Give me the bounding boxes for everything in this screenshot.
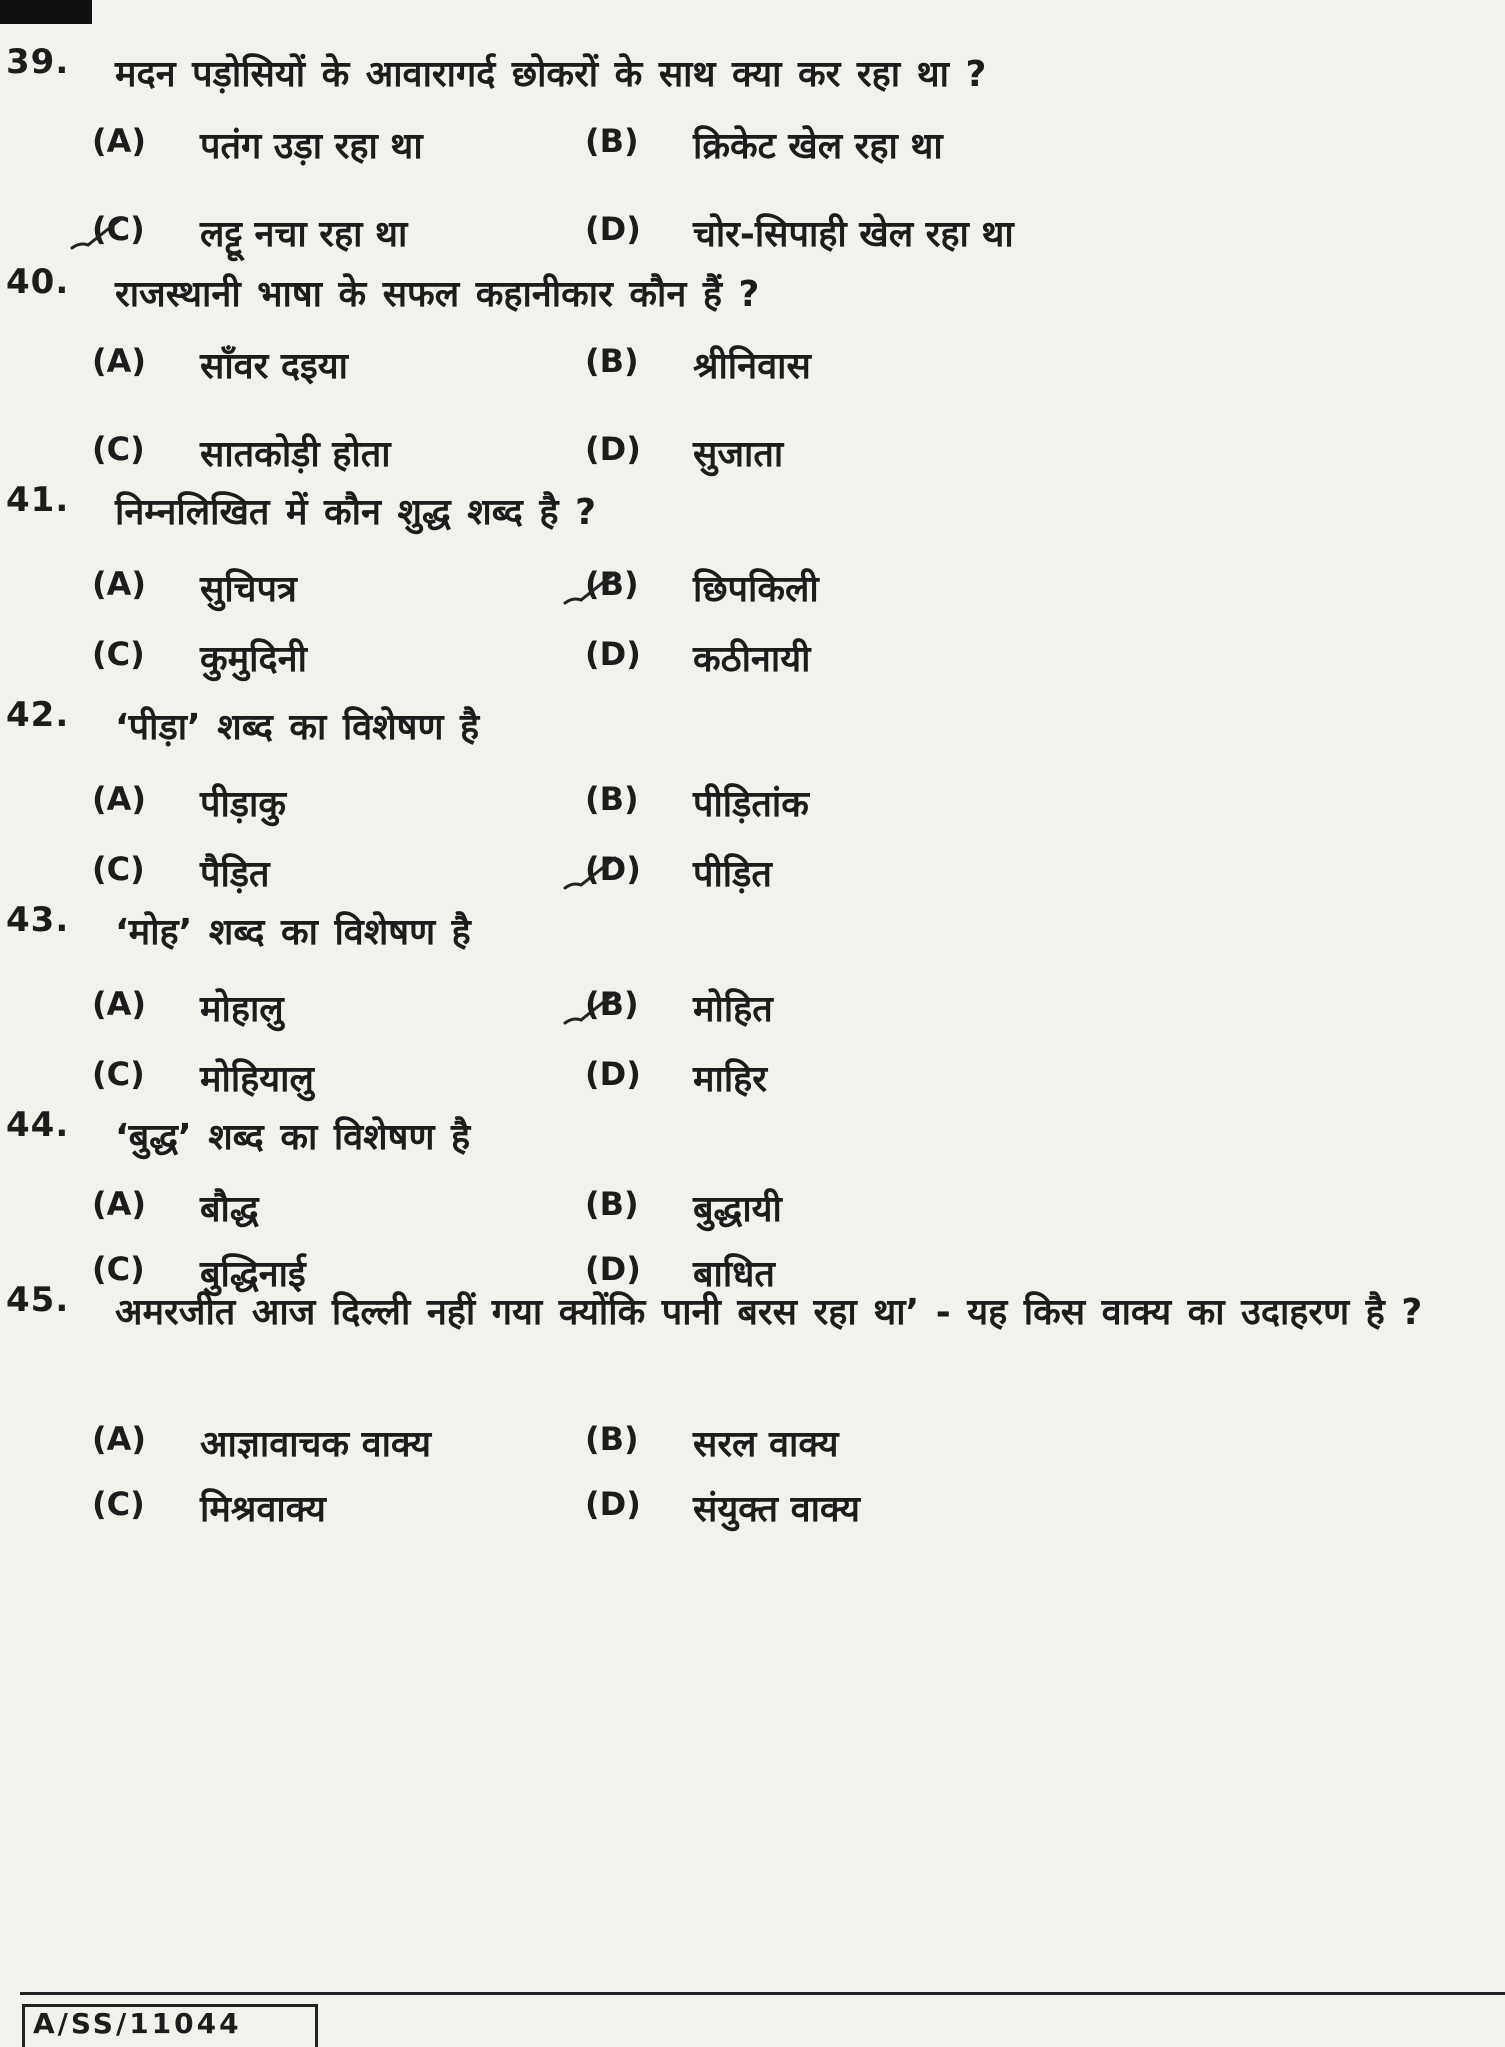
option-label: (B) (585, 1420, 639, 1458)
option-label: (B) (585, 1185, 639, 1223)
question-text: अमरजीत आज दिल्ली नहीं गया क्योंकि पानी बरस रहा था’ - यह किस वाक्य का उदाहरण है ? (115, 1292, 1423, 1333)
option-label: (D) (585, 635, 641, 673)
question-number: 41. (6, 480, 70, 520)
option-label: (C) (92, 635, 145, 673)
option-label: (C) (92, 850, 145, 888)
option-label: (C) (92, 1250, 145, 1288)
question-text: ‘पीड़ा’ शब्द का विशेषण है (115, 707, 480, 748)
option-text: मिश्रवाक्य (200, 1489, 326, 1530)
option-label: (D) (585, 850, 641, 888)
option-text: सातकोड़ी होता (200, 434, 391, 475)
option-label: (A) (92, 985, 147, 1023)
question-text: निम्नलिखित में कौन शुद्ध शब्द है ? (115, 492, 596, 533)
option-text: मोहित (693, 989, 773, 1030)
option-text: श्रीनिवास (693, 346, 811, 387)
option-text: मोहालु (200, 989, 284, 1030)
pen-tick-mark-icon (563, 987, 621, 1029)
option-label: (A) (92, 1185, 147, 1223)
pen-tick-mark-icon (563, 852, 621, 894)
footer-rule (20, 1992, 1505, 1995)
option-label: (D) (585, 1055, 641, 1093)
option-text: पीड़ित (693, 854, 772, 895)
question-number: 45. (6, 1280, 70, 1320)
footer-code: A/SS/11044 (33, 2007, 242, 2040)
question-text: ‘बुद्ध’ शब्द का विशेषण है (115, 1117, 471, 1158)
option-text: पैड़ित (200, 854, 270, 895)
option-text: सरल वाक्य (693, 1424, 839, 1465)
option-label: (B) (585, 780, 639, 818)
question-text: ‘मोह’ शब्द का विशेषण है (115, 912, 471, 953)
option-text: संयुक्त वाक्य (693, 1489, 861, 1530)
option-text: मोहियालु (200, 1059, 314, 1100)
option-label: (C) (92, 1485, 145, 1523)
option-label: (D) (585, 430, 641, 468)
question-number: 42. (6, 695, 70, 735)
pen-tick-mark-icon (70, 212, 128, 254)
question-number: 43. (6, 900, 70, 940)
option-text: क्रिकेट खेल रहा था (693, 126, 943, 167)
question-text: मदन पड़ोसियों के आवारागर्द छोकरों के साथ क्या कर रहा था ? (115, 54, 987, 95)
option-text: आज्ञावाचक वाक्य (200, 1424, 432, 1465)
option-text: सुजाता (693, 434, 784, 475)
option-label: (B) (585, 342, 639, 380)
page-corner-mark (0, 0, 92, 24)
option-text: पीड़ितांक (693, 784, 809, 825)
option-label: (A) (92, 1420, 147, 1458)
option-label: (C) (92, 1055, 145, 1093)
option-text: लट्टू नचा रहा था (200, 214, 408, 255)
option-label: (A) (92, 780, 147, 818)
option-text: बाधित (693, 1254, 775, 1295)
question-text: राजस्थानी भाषा के सफल कहानीकार कौन हैं ? (115, 274, 760, 315)
option-label: (A) (92, 122, 147, 160)
footer-code-box (22, 2004, 318, 2047)
option-label: (A) (92, 342, 147, 380)
option-label: (C) (92, 430, 145, 468)
option-text: साँवर दइया (200, 346, 348, 387)
option-text: कठीनायी (693, 639, 811, 680)
option-label: (B) (585, 985, 639, 1023)
question-number: 39. (6, 42, 70, 82)
option-label: (C) (92, 210, 145, 248)
option-text: छिपकिली (693, 569, 819, 610)
question-number: 40. (6, 262, 70, 302)
option-text: पतंग उड़ा रहा था (200, 126, 423, 167)
pen-tick-mark-icon (563, 567, 621, 609)
option-label: (B) (585, 565, 639, 603)
option-text: सुचिपत्र (200, 569, 297, 610)
option-label: (A) (92, 565, 147, 603)
option-label: (D) (585, 210, 641, 248)
option-text: बुद्धिनाई (200, 1254, 306, 1295)
question-number: 44. (6, 1105, 70, 1145)
option-text: बौद्ध (200, 1189, 259, 1230)
option-text: माहिर (693, 1059, 768, 1100)
option-text: कुमुदिनी (200, 639, 307, 680)
option-text: पीड़ाकु (200, 784, 287, 825)
option-text: चोर-सिपाही खेल रहा था (693, 214, 1014, 255)
option-text: बुद्धायी (693, 1189, 782, 1230)
option-label: (B) (585, 122, 639, 160)
option-label: (D) (585, 1485, 641, 1523)
option-label: (D) (585, 1250, 641, 1288)
